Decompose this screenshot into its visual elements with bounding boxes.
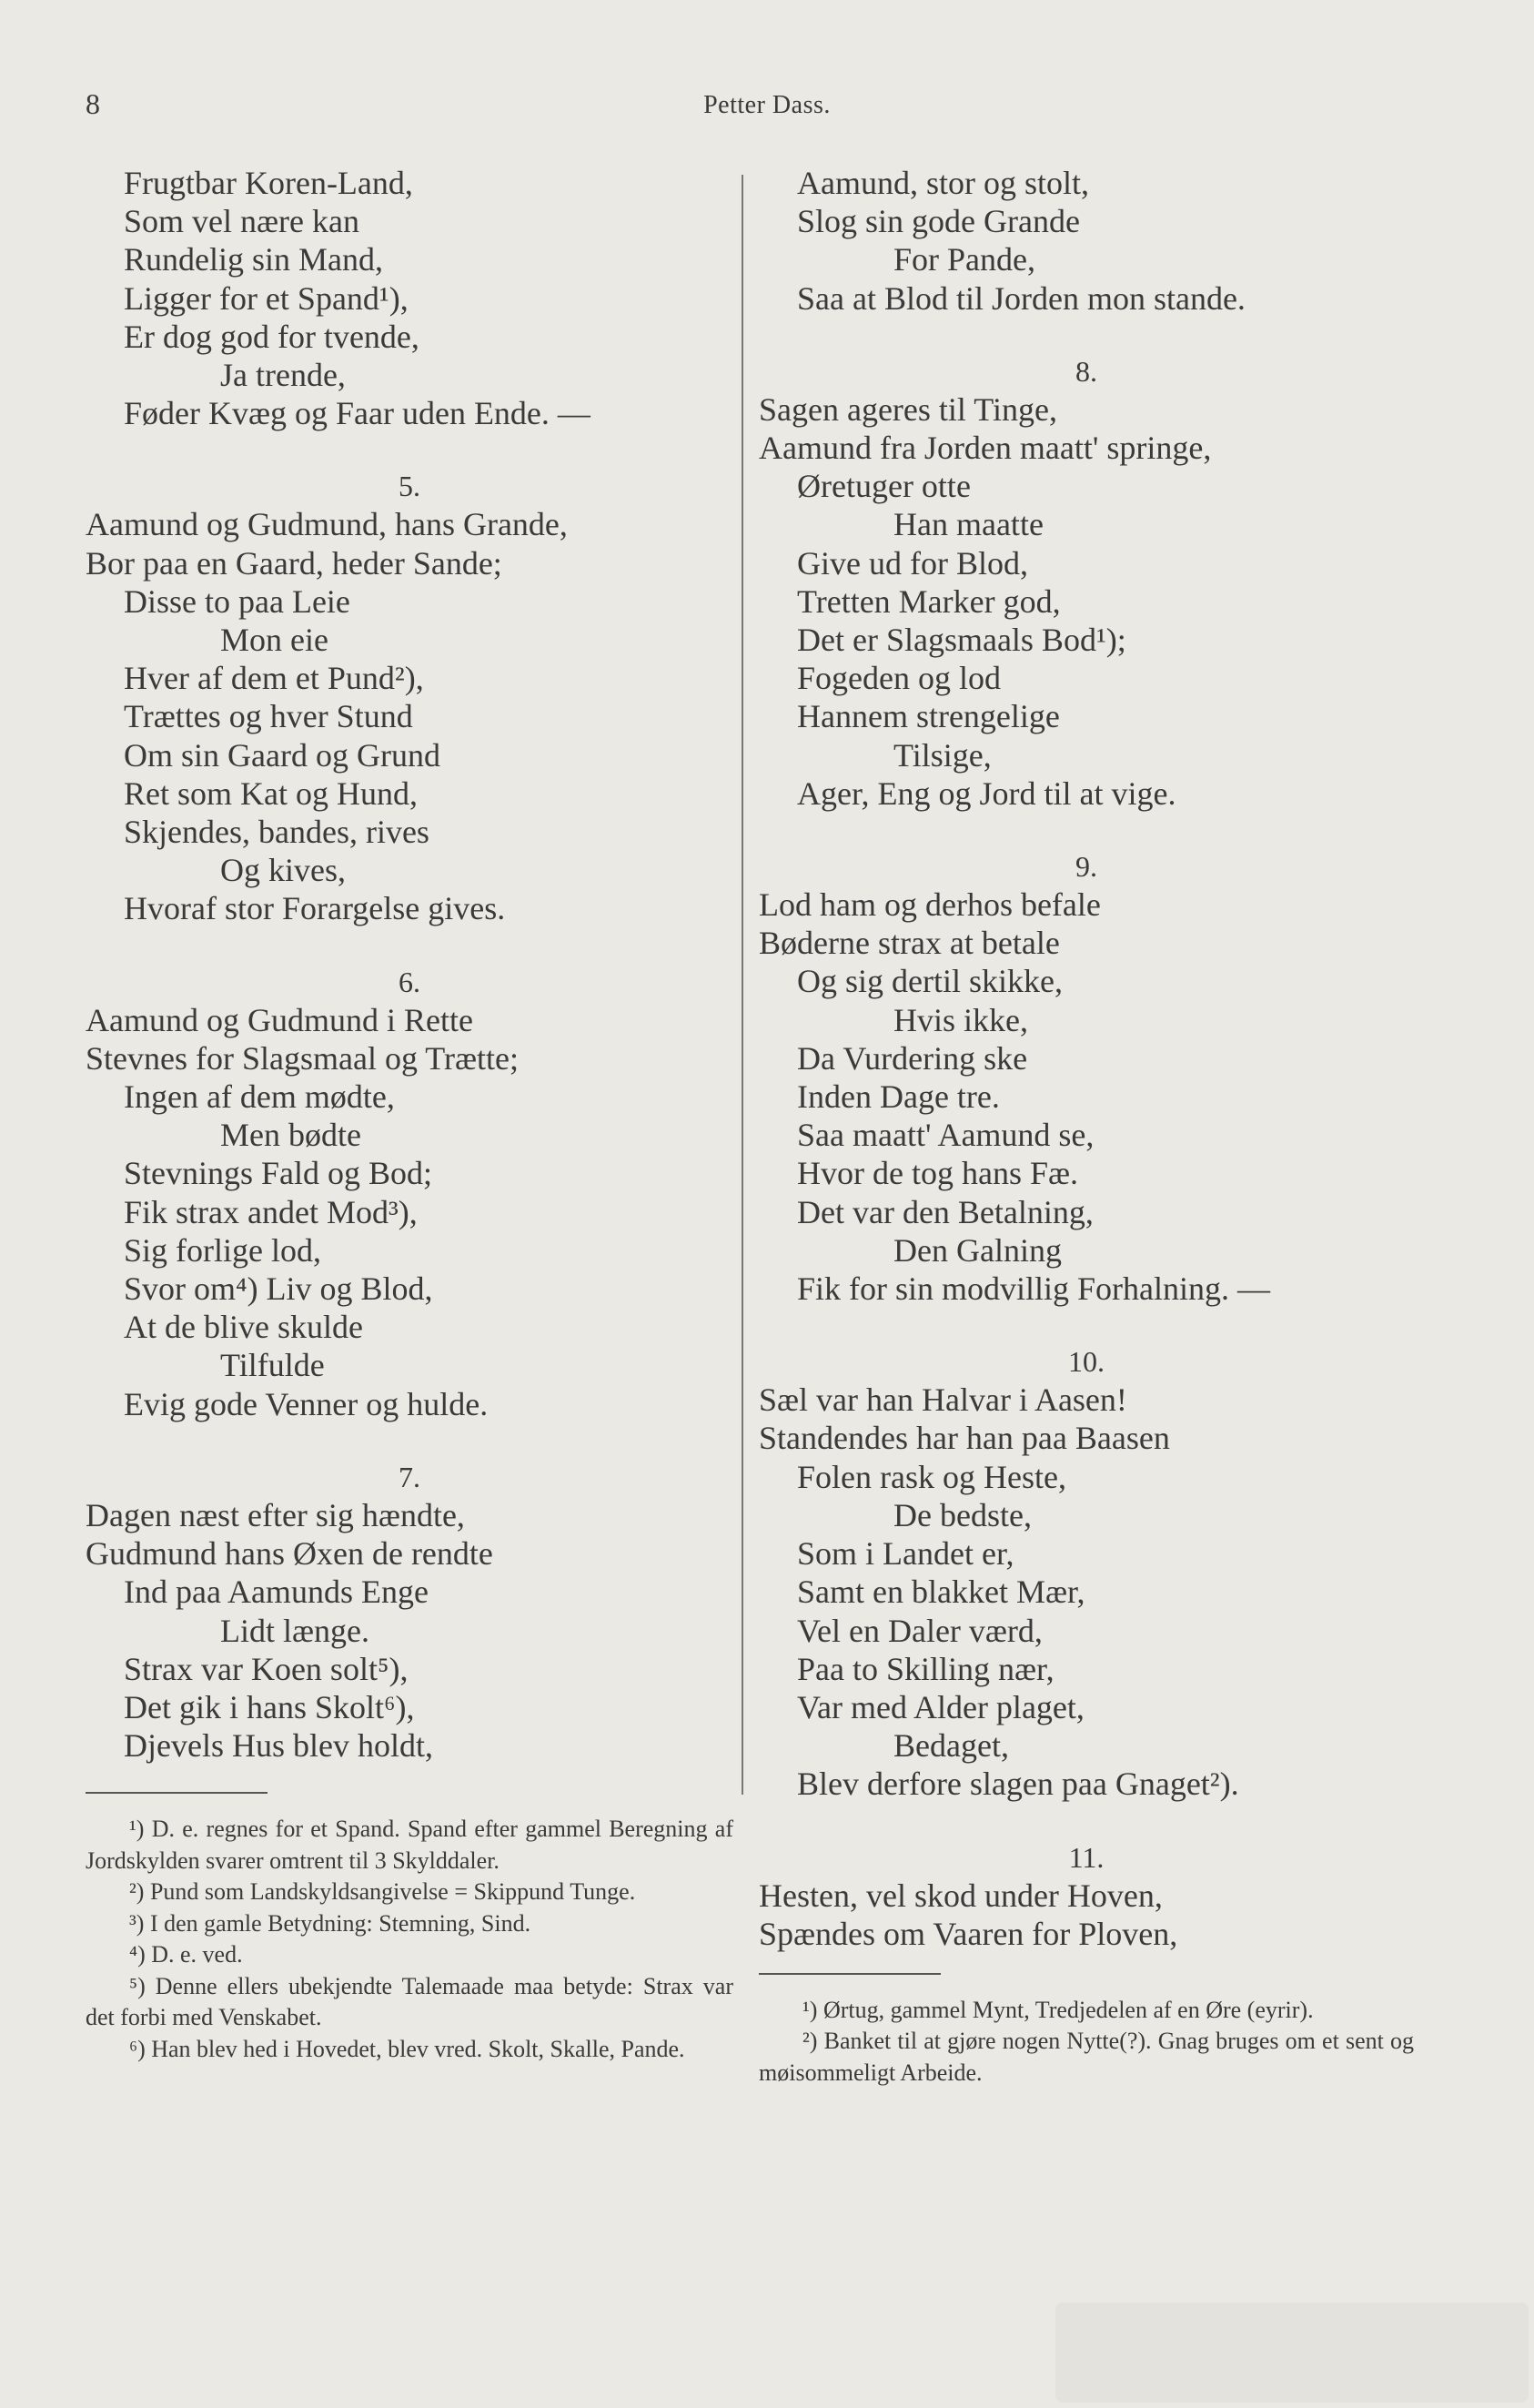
verse-line: Sagen ageres til Tinge, [759,390,1057,428]
page-number: 8 [86,87,100,120]
verse-line: Som vel nære kan [124,203,359,240]
stanza-continued [759,164,1414,318]
verse-line: Svor om⁴) Liv og Blod, [124,1270,433,1308]
verse-line: Hvis ikke, [893,1001,1028,1038]
stanza-number: 11. [1068,1840,1105,1874]
verse-line: Og kives, [220,852,346,889]
verse-line: Aamund og Gudmund i Rette [86,1001,473,1038]
verse-line: Hvoraf stor Forargelse gives. [124,890,506,927]
stanza-6 [86,1001,733,1423]
verse-line: Strax var Koen solt⁵), [124,1650,409,1687]
verse-line: Hesten, vel skod under Hoven, [759,1877,1163,1914]
footnote-rule [759,1973,941,1975]
stanza-9 [759,885,1414,1308]
verse-line: Evig gode Venner og hulde. [124,1385,489,1422]
verse-line: Hannem strengelige [797,698,1060,735]
verse-line: Spændes om Vaaren for Ploven, [759,1915,1178,1952]
verse-line: Vel en Daler værd, [797,1612,1043,1649]
footnote: ⁶) Han blev hed i Hovedet, blev vred. Skolt, Skalle, Pande. [129,2035,685,2062]
stanza-7 [86,1496,733,1765]
running-title: Petter Dass. [703,91,831,119]
verse-line: Han maatte [893,506,1044,543]
verse-line: Stevnings Fald og Bod; [124,1155,433,1192]
verse-line: Var med Alder plaget, [797,1688,1085,1725]
verse-line: Disse to paa Leie [124,582,350,620]
verse-line: Hver af dem et Pund²), [124,660,424,697]
verse-line: Aamund og Gudmund, hans Grande, [86,506,568,543]
verse-line: De bedste, [893,1496,1032,1533]
verse-line: Ligger for et Spand¹), [124,279,409,317]
verse-line: Slog sin gode Grande [797,203,1080,240]
verse-line: Bedaget, [893,1727,1009,1765]
verse-line: Om sin Gaard og Grund [124,736,440,774]
verse-line: Da Vurdering ske [797,1039,1028,1077]
verse-line: Tilfulde [220,1347,325,1384]
verse-line: Djevels Hus blev holdt, [124,1727,433,1765]
verse-line: Hvor de tog hans Fæ. [797,1155,1078,1192]
stanza-number: 9. [1075,850,1097,884]
footnotes [86,1814,733,2065]
verse-line: Føder Kvæg og Faar uden Ende. — [124,395,590,432]
verse-line: Er dog god for tvende, [124,318,419,355]
verse-line: Rundelig sin Mand, [124,241,383,278]
footnote: ²) Banket til at gjøre nogen Nytte(?). Gnag bruges om et sent og møisommeligt Arbeide. [759,2028,1414,2086]
footnote: ⁵) Denne ellers ubekjendte Talemaade maa betyde: Strax var det forbi med Venskabet. [86,1972,733,2031]
verse-line: Som i Landet er, [797,1535,1014,1573]
verse-line: Lod ham og derhos befale [759,886,1101,924]
verse-line: Paa to Skilling nær, [797,1650,1055,1687]
footnote: ¹) D. e. regnes for et Spand. Spand efter gammel Beregning af Jordskylden svarer omtrent til 3 Skylddaler. [86,1816,733,1874]
verse-line: Det var den Betalning, [797,1193,1094,1230]
verse-line: At de blive skulde [124,1309,363,1346]
verse-line: Mon eie [220,622,328,659]
verse-line: Gudmund hans Øxen de rendte [86,1535,493,1573]
verse-line: Ager, Eng og Jord til at vige. [797,774,1176,812]
verse-line: Ind paa Aamunds Enge [124,1573,429,1611]
verse-line: Tretten Marker god, [797,582,1061,620]
stanza-number: 5. [399,470,420,503]
verse-line: Tilsige, [893,736,992,774]
column-divider [742,175,743,1795]
verse-line: Øretuger otte [797,468,971,505]
verse-line: Skjendes, bandes, rives [124,814,429,851]
verse-line: Blev derfore slagen paa Gnaget²). [797,1766,1239,1803]
footnote: ³) I den gamle Betydning: Stemning, Sind. [129,1909,531,1937]
verse-line: Lidt længe. [220,1612,369,1649]
verse-line: Bøderne strax at betale [759,925,1060,962]
verse-line: Fik strax andet Mod³), [124,1193,418,1230]
verse-line: Ja trende, [220,357,346,394]
stanza-continued [86,164,733,432]
stanza-8 [759,390,1414,813]
verse-line: Saa maatt' Aamund se, [797,1117,1095,1154]
scan-smudge [1055,2302,1529,2403]
verse-line: Sig forlige lod, [124,1231,321,1269]
stanza-number: 8. [1075,354,1097,388]
verse-line: Trættes og hver Stund [124,698,413,735]
verse-line: Den Galning [893,1231,1062,1269]
footnote: ¹) Ørtug, gammel Mynt, Tredjedelen af en Øre (eyrir). [802,1996,1314,2023]
verse-line: Standendes har han paa Baasen [759,1420,1170,1457]
verse-line: Saa at Blod til Jorden mon stande. [797,279,1246,317]
stanza-5 [86,505,733,927]
verse-line: Stevnes for Slagsmaal og Trætte; [86,1039,519,1077]
stanza-number: 6. [399,965,420,998]
stanza-number: 10. [1068,1345,1105,1379]
footnotes [759,1995,1414,2089]
footnote: ⁴) D. e. ved. [129,1941,243,1968]
verse-line: Det er Slagsmaals Bod¹); [797,622,1126,659]
verse-line: Sæl var han Halvar i Aasen! [759,1381,1127,1419]
stanza-number: 7. [399,1460,420,1493]
page-header [0,87,1534,124]
verse-line: Aamund fra Jorden maatt' springe, [759,430,1212,467]
verse-line: Men bødte [220,1117,361,1154]
verse-line: Give ud for Blod, [797,544,1028,582]
stanza-10 [759,1381,1414,1803]
verse-line: Fogeden og lod [797,660,1001,697]
verse-line: Samt en blakket Mær, [797,1573,1085,1611]
verse-line: Bor paa en Gaard, heder Sande; [86,544,502,582]
footnote: ²) Pund som Landskyldsangivelse = Skippund Tunge. [129,1878,636,1906]
verse-line: Frugtbar Koren-Land, [124,165,413,201]
right-column [759,164,1414,2089]
verse-line: Inden Dage tre. [797,1078,1000,1116]
verse-line: Ret som Kat og Hund, [124,774,418,812]
verse-line: Aamund, stor og stolt, [797,165,1089,201]
verse-line: Og sig dertil skikke, [797,963,1063,1000]
stanza-11 [759,1877,1414,1953]
verse-line: Ingen af dem mødte, [124,1078,395,1116]
verse-line: Dagen næst efter sig hændte, [86,1496,465,1533]
verse-line: Folen rask og Heste, [797,1458,1066,1495]
footnote-rule [86,1792,267,1794]
verse-line: Det gik i hans Skolt⁶), [124,1688,415,1725]
verse-line: Fik for sin modvillig Forhalning. — [797,1270,1271,1308]
left-column [86,164,733,2065]
verse-line: For Pande, [893,241,1035,278]
